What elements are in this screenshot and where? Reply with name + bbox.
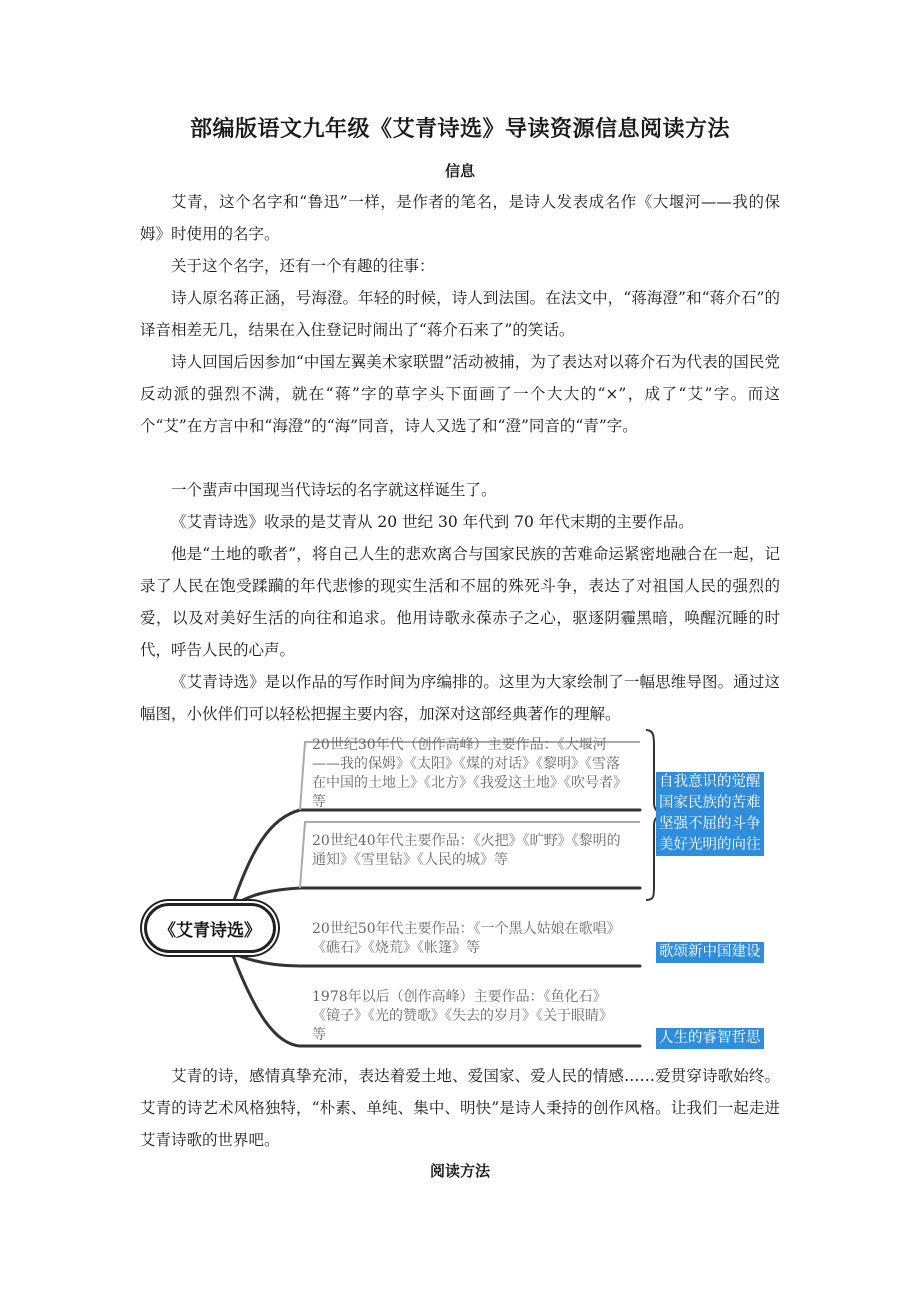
theme-tag-new-china: 歌颂新中国建设 [656,942,764,963]
paragraph-pen-name: 艾青，这个名字和“鲁迅”一样，是作者的笔名，是诗人发表成名作《大堰河——我的保姆》时使用的名字。 [140,193,780,243]
paragraph-name-origin: 诗人回国后因参加“中国左翼美术家联盟”活动被捕，为了表达对以蒋介石为代表的国民党反动派的强烈不满，就在“蒋”字的草字头下面画了一个大大的“×”，成了“艾”字。而这个“艾”在方言中和“海澄”的“海”同音，诗人又选了和“澄”同音的“青”字。 [140,353,780,435]
paragraph-poet-of-land: 他是“土地的歌者”，将自己人生的悲欢离合与国家民族的苦难命运紧密地融合在一起，记录了人民在饱受蹂躏的年代悲惨的现实生活和不屈的殊死斗争，表达了对祖国人民的强烈的爱，以及对美好生活的向往和追求。他用诗歌永葆赤子之心，驱逐阴霾黑暗，唤醒沉睡的时代，呼告人民的心声。 [140,545,780,659]
theme-tag-national-suffering: 国家民族的苦难 [656,793,764,814]
paragraph-original-name: 诗人原名蒋正涵，号海澄。年轻的时候，诗人到法国。在法文中，“蒋海澄”和“蒋介石”的译音相差无几，结果在入住登记时闹出了“蒋介石来了”的笑话。 [140,289,780,339]
mind-map [140,728,785,1058]
section-heading-info: 信息 [444,162,475,180]
paragraph-name-born: 一个蜚声中国现当代诗坛的名字就这样诞生了。 [171,481,497,499]
paragraph-mindmap-intro: 《艾青诗选》是以作品的写作时间为序编排的。这里为大家绘制了一幅思维导图。通过这幅图，小伙伴们可以轻松把握主要内容，加深对这部经典著作的理解。 [140,673,780,723]
paragraph-poetry-style: 艾青的诗，感情真挚充沛，表达着爱土地、爱国家、爱人民的情感……爱贯穿诗歌始终。艾青的诗艺术风格独特，“朴素、单纯、集中、明快”是诗人秉持的创作风格。让我们一起走进艾青诗歌的世界吧。 [140,1067,780,1149]
paragraph-collection-scope: 《艾青诗选》收录的是艾青从 20 世纪 30 年代到 70 年代末期的主要作品。 [171,513,694,531]
theme-tag-struggle: 坚强不屈的斗争 [656,814,764,835]
branch-1930s: 20世纪30年代（创作高峰）主要作品：《大堰河——我的保姆》《太阳》《煤的对话》《黎明》《雪落在中国的土地上》《北方》《我爱这土地》《吹号者》等 [312,737,620,810]
paragraph-anecdote-intro: 关于这个名字，还有一个有趣的往事： [171,257,435,275]
section-heading-method: 阅读方法 [429,1162,490,1180]
branch-line-40s [232,888,640,906]
branch-after-1978: 1978年以后（创作高峰）主要作品：《鱼化石》《镜子》《光的赞歌》《失去的岁月》《关于眼睛》等 [312,989,613,1043]
branch-1940s: 20世纪40年代主要作品：《火把》《旷野》《黎明的通知》《雪里钻》《人民的城》等 [312,833,621,868]
document-title: 部编版语文九年级《艾青诗选》导读资源信息阅读方法 [189,117,730,142]
theme-tag-self-awareness: 自我意识的觉醒 [656,772,764,793]
theme-tag-life-wisdom: 人生的睿智哲思 [656,1028,764,1049]
theme-tag-bright-future: 美好光明的向往 [656,835,764,856]
branch-1950s: 20世纪50年代主要作品：《一个黑人姑娘在歌唱》《礁石》《烧荒》《帐篷》等 [312,921,621,956]
mind-map-center: 《艾青诗选》 [144,903,276,953]
